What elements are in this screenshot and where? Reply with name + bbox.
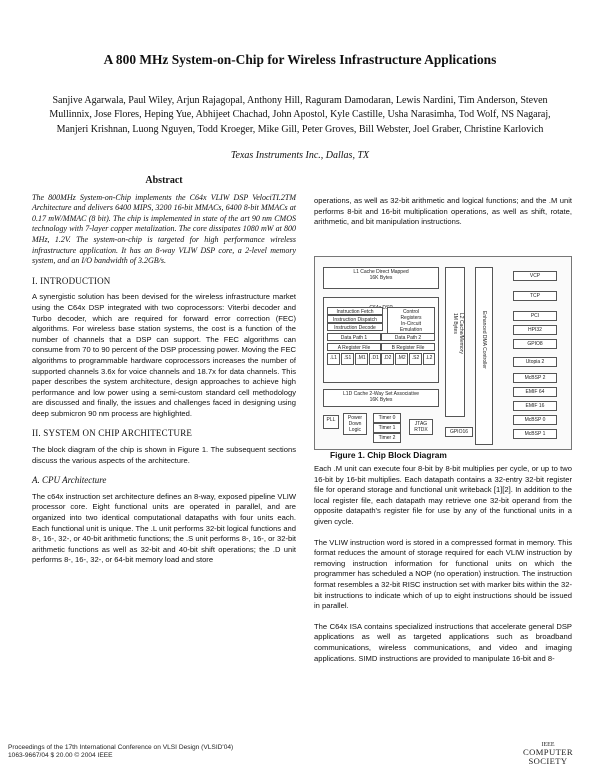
peripheral-block: EMIF 16	[513, 401, 557, 411]
abstract-text: The 800MHz System-on-Chip implements the C64x VLIW DSP VelociTI.2TM Architecture and delivers 6400 MIPS, 3200 16-bit MMACs, 6400 8-bit MMACs at 0.17 mW/MMAC (8 bit). The chip is implemented in state of the art 90 nm CMOS technology with 7-layer copper metalization. The core dissipates 1080 mW at 800 MHz, 1.2V. The system-on-chip is targeted for high performance wireless infrastructure application. It has an 8-way VLIW DSP core, a 2-level memory system, and an I/O bandwidth of 3.2GB/s.	[32, 192, 296, 266]
vliw-paragraph: The VLIW instruction word is stored in a compressed format in memory. This format reduces the amount of storage required for each VLIW instruction by removing instruction information for functional units on which the programmer has scheduled a NOP (no operation) instruction. The instruction format resembles a 32-bit RISC instruction set with marker bits within the 32-bit instructions to indicate which of up to eight instructions should be issued in parallel.	[314, 537, 572, 611]
logo-line-1: COMPUTER	[523, 747, 573, 757]
peripheral-block: McBSP 2	[513, 373, 557, 383]
logo-line-2: SOCIETY	[528, 756, 568, 766]
cpu-architecture-text: The c64x instruction set architecture defines an 8-way, exposed pipeline VLIW processor core. Eight functional units are operated in parallel, and are organized into two identical computational datapaths with four units each. Each functional unit is unique. The .L unit performs 32-bit logical functions and 8-, 16-, 32-, or 40-bit arithmetic functions; the .S unit performs 8-, 16-, or 32-bit arithmetic functions as well as 32-bit and 40-bit shift operations; the .D unit performs 8-, 16-, 32-, or 64-bit memory load and store	[32, 491, 296, 565]
functional-unit-block: .L1	[327, 353, 340, 365]
isa-paragraph: The C64x ISA contains specialized instructions that accelerate general DSP applications as well as targeted applications such as broadband communications, wireless communications, and video and imaging applications. SIMD instructions are provided to manipulate 16-bit and 8-	[314, 621, 572, 663]
peripheral-block: HPI32	[513, 325, 557, 335]
functional-unit-block: .S1	[341, 353, 354, 365]
cpu-continued-text: operations, as well as 32-bit arithmetic and logical functions; and the .M unit performs 8-bit and 16-bit multiplication operations, as well as shift, rotate, arithmetic, and bit manipulation instructions.	[314, 196, 572, 227]
section-heading-introduction: I. INTRODUCTION	[32, 275, 111, 286]
timer-0-block: Timer 0	[373, 413, 401, 423]
logo-top: IEEE	[541, 742, 555, 748]
power-down-block: Power Down Logic	[343, 413, 367, 435]
multiply-paragraph: Each .M unit can execute four 8-bit by 8-bit multiplies per cycle, or up to two 16-bit by 16-bit multiplies. Each datapath contains a 32-entry 32-bit register file for operand storage and functional unit writeback [1][2]. In addition to the local register file, each datapath may retrieve one 32-bit operand from the opposite datapath's register file for use by any of the functional units in a given cycle.	[314, 464, 572, 526]
right-column-top	[314, 196, 572, 228]
figure-caption: Figure 1. Chip Block Diagram	[330, 450, 447, 460]
introduction-text: A synergistic solution has been devised for the wireless infrastructure market using the C64x DSP integrated with two coprocessors: Viterbi decoder and Turbo decoder, which are required for forward error correction (FEC) algorithms. For wireless base station systems, the cost is a function of the number of channels that a DSP can support. The FEC algorithms can consume from 70 to 90 percent of the DSP processing power. Moving the FEC algorithms to programmable hardware coprocessors increases the number of supported channels 3.6x for voice channels and 18.7x for data channels. This paper describes the system architecture, design approaches to achieve high performance and low power using a semi-custom standard cell methodology are discussed and finally, the issues and challenges faced in designing using deep submicron 90 nm process are highlighted.	[32, 292, 296, 418]
peripheral-block: VCP	[513, 271, 557, 281]
chip-block-diagram	[314, 256, 572, 450]
peripheral-block: GPIO8	[513, 339, 557, 349]
b-register-file-block: B Register File	[381, 343, 435, 351]
paper-title: A 800 MHz System-on-Chip for Wireless Infrastructure Applications	[103, 52, 497, 67]
data-path-2-block: Data Path 2	[381, 333, 435, 341]
jtag-block: JTAG RTDX	[409, 419, 433, 435]
instruction-dispatch-block: Instruction Dispatch	[327, 315, 383, 323]
functional-unit-block: .S2	[409, 353, 422, 365]
l2-cache-label: L2 Cache/Memory 1M Bytes	[452, 313, 464, 354]
edma-label: Enhanced DMA Controller	[481, 311, 487, 369]
timer-2-block: Timer 2	[373, 433, 401, 443]
peripheral-block: TCP	[513, 291, 557, 301]
l1p-cache-block: L1 Cache Direct Mapped 16K Bytes	[323, 267, 439, 289]
peripheral-block: McBSP 0	[513, 415, 557, 425]
peripheral-block: EMIF 64	[513, 387, 557, 397]
computer-society-logo	[516, 742, 580, 766]
timer-1-block: Timer 1	[373, 423, 401, 433]
control-registers-block: Control Registers In-Circuit Emulation	[387, 307, 435, 337]
functional-unit-block: .M1	[355, 353, 368, 365]
functional-unit-block: .D2	[381, 353, 394, 365]
l1d-cache-block: L1D Cache 2-Way Set Associative 16K Bytes	[323, 389, 439, 407]
gpio16-block: GPIO16	[445, 427, 473, 437]
author-list: Sanjive Agarwala, Paul Wiley, Arjun Rajagopal, Anthony Hill, Raguram Damodaran, Lewis Nardini, Tim Anderson, Steven Mullinnix, Jose Flores, Heping Yue, Abhijeet Chachad, John Apostol, Kyle Castille, Usha Narasimha, Tod Wolf, NS Nagaraj, Manjeri Krishnan, Luong Nguyen, Todd Kroeger, Mike Gill, Peter Groves, Bill Webster, Joel Graber, Christine Karlovich	[49, 95, 551, 135]
affiliation: Texas Instruments Inc., Dallas, TX	[230, 150, 370, 161]
right-column-bottom	[314, 464, 572, 664]
pll-block: PLL	[323, 415, 339, 429]
instruction-fetch-block: Instruction Fetch	[327, 307, 383, 315]
footer-line-2: 1063-9667/04 $ 20.00 © 2004 IEEE	[8, 752, 113, 759]
functional-unit-block: .M2	[395, 353, 408, 365]
abstract-heading: Abstract	[145, 175, 183, 186]
data-path-1-block: Data Path 1	[327, 333, 381, 341]
peripheral-block: McBSP 1	[513, 429, 557, 439]
functional-unit-block: .D1	[369, 353, 381, 365]
peripheral-block: Utopia 2	[513, 357, 557, 367]
architecture-text: The block diagram of the chip is shown in Figure 1. The subsequent sections discuss the various aspects of the architecture.	[32, 445, 296, 465]
peripheral-block: PCI	[513, 311, 557, 321]
proceedings-footer	[8, 744, 233, 760]
footer-line-1: Proceedings of the 17th International Conference on VLSI Design (VLSID'04)	[8, 744, 234, 751]
instruction-decode-block: Instruction Decode	[327, 323, 383, 331]
section-heading-architecture: II. SYSTEM ON CHIP ARCHITECTURE	[32, 428, 193, 439]
subsection-heading-cpu: A. CPU Architecture	[32, 475, 107, 486]
left-column	[32, 176, 296, 566]
functional-unit-block: .L2	[423, 353, 435, 365]
a-register-file-block: A Register File	[327, 343, 381, 351]
